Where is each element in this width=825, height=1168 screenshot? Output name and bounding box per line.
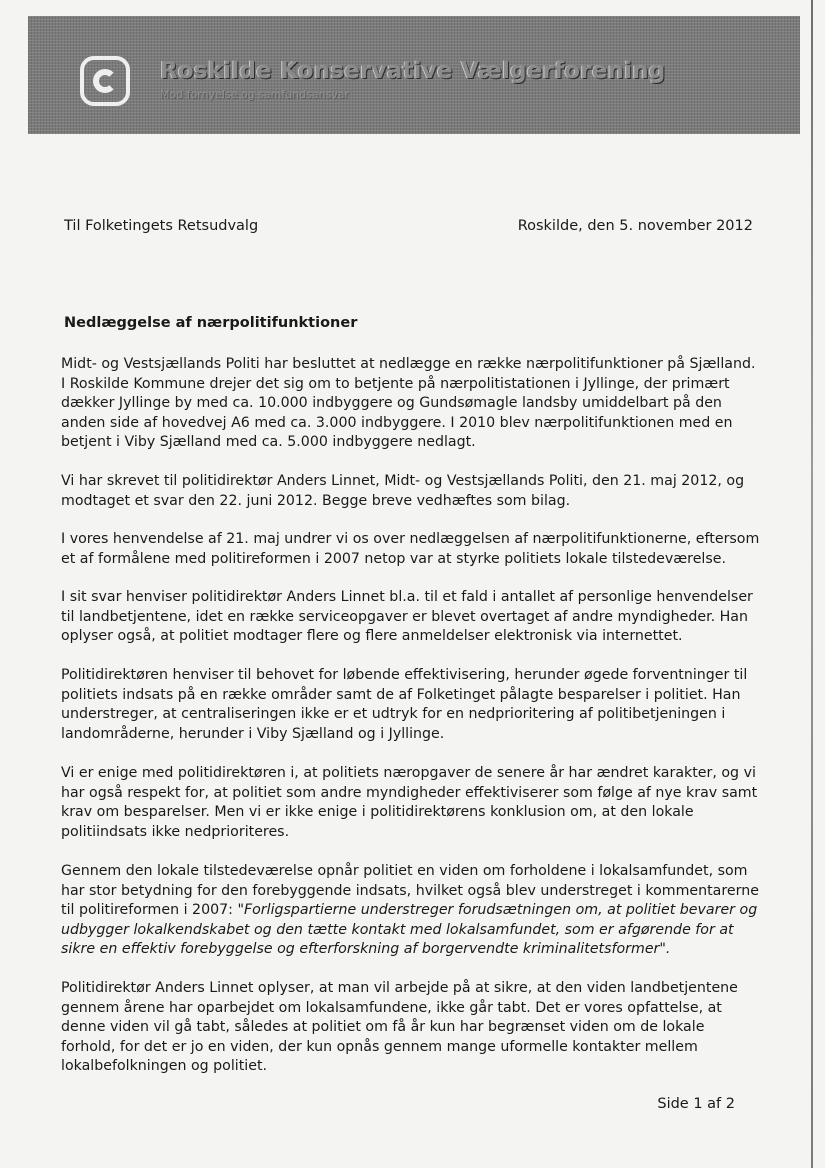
paragraph-7-quote: "Forligspartierne understreger forudsætningen om, at politiet bevarer og udbygger lokalkendskabet og den tætte kontakt med lokalsamfundet, som er afgørende for at sikre en effektiv forebyggelse og efterforskning af borgervendte kriminalitetsformer". [61,902,758,957]
paragraph-7 [61,862,761,960]
letterhead-banner [28,16,800,134]
paragraph-3: I vores henvendelse af 21. maj undrer vi os over nedlæggelsen af nærpolitifunktionerne, eftersom et af formålene med politireformen i 2007 netop var at styrke politiets lokale tilstedeværelse. [61,531,760,567]
organization-subtitle: Mod fornyelse og samfundsansvar [160,88,350,101]
paragraph-6: Vi er enige med politidirektøren i, at politiets næropgaver de senere år har ændret karakter, og vi har også respekt for, at politiet som andre myndigheder effektiviserer som følge af nye krav samt krav om besparelser. Men vi er ikke enige i politidirektørens konklusion om, at den lokale politiindsats ikke nedprioriteres. [61,765,758,840]
paragraph-8: Politidirektør Anders Linnet oplyser, at man vil arbejde på at sikre, at den viden landbetjentene gennem årene har oparbejdet om lokalsamfundene, ikke går tabt. Det er vores opfattelse, at denne viden vil gå tabt, således at politiet om få år kun har begrænset viden om de lokale forhold, for det er jo en viden, der kun opnås gennem mange uformelle kontakter mellem lokalbefolkningen og politiet. [61,980,738,1074]
paragraph-2: Vi har skrevet til politidirektør Anders Linnet, Midt- og Vestsjællands Politi, den 21. maj 2012, og modtaget et svar den 22. juni 2012. Begge breve vedhæftes som bilag. [61,473,745,509]
letter-date: Roskilde, den 5. november 2012 [517,218,753,234]
recipient: Til Folketingets Retsudvalg [64,218,259,234]
scan-edge [811,0,813,1168]
paragraph-4: I sit svar henviser politidirektør Anders Linnet bl.a. til et fald i antallet af personlige henvendelser til landbetjentene, idet en række serviceopgaver er blevet overtaget af andre myndigheder. Han oplyser også, at politiet modtager flere og flere anmeldelser elektronisk via internettet. [61,589,753,644]
paragraph-1: Midt- og Vestsjællands Politi har besluttet at nedlægge en række nærpolitifunktioner på Sjælland. I Roskilde Kommune drejer det sig om to betjente på nærpolitistationen i Jyllinge, der primært dækker Jyllinge by med ca. 10.000 indbyggere og Gundsømagle landsby umiddelbart på den anden side af hovedvej A6 med ca. 3.000 indbyggere. I 2010 blev nærpolitifunktionen med en betjent i Viby Sjælland med ca. 5.000 indbyggere nedlagt. [61,356,756,450]
page-number: Side 1 af 2 [657,1096,735,1112]
paragraph-5: Politidirektøren henviser til behovet for løbende effektivisering, herunder øgede forventninger til politiets indsats på en række områder samt de af Folketinget pålagte besparelser i politiet. Han understreger, at centraliseringen ikke er et udtryk for en nedprioritering af politibetjeningen i landområderne, herunder i Viby Sjælland og i Jyllinge. [61,667,748,742]
conservative-c-logo-icon [80,56,130,106]
paragraph-7-text: Gennem den lokale tilstedeværelse opnår politiet en viden om forholdene i lokalsamfundet, som har stor betydning for den forebyggende indsats, hvilket også blev understreget i kommentarerne til politireformen i 2007: [61,863,759,918]
organization-name: Roskilde Konservative Vælgerforening [160,58,666,84]
letter-title: Nedlæggelse af nærpolitifunktioner [64,315,358,331]
